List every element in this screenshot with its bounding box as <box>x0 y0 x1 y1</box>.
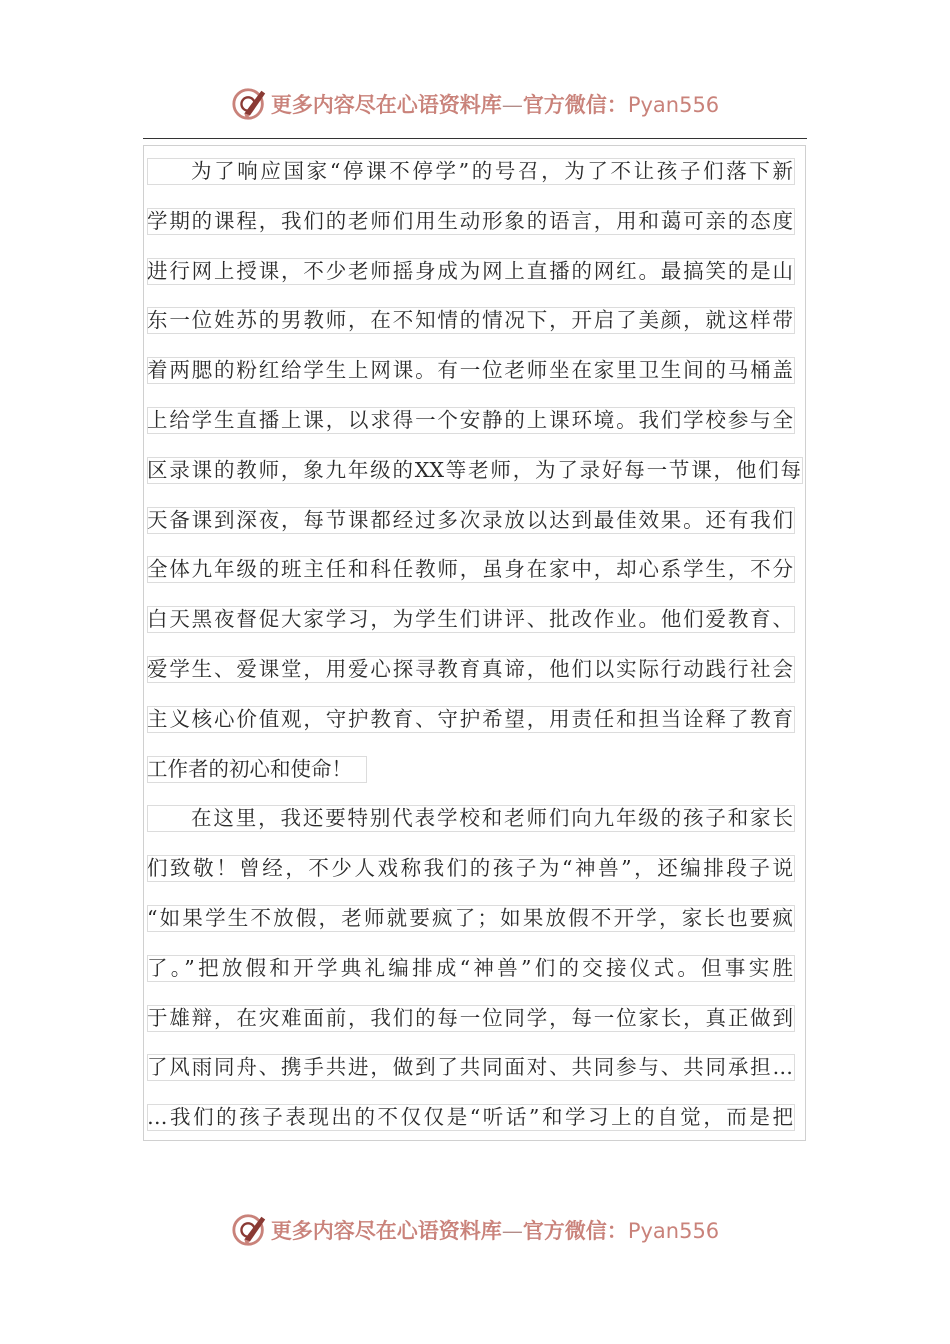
paragraph-2-line: 了。”把放假和开学典礼编排成“神兽”们的交接仪式。但事实胜 <box>147 955 793 980</box>
text-line <box>147 349 807 399</box>
text-line <box>147 947 807 997</box>
text-line <box>147 499 807 549</box>
paragraph-1-line: 为了响应国家“停课不停学”的号召，为了不让孩子们落下新 <box>191 159 793 183</box>
header-banner <box>0 84 950 124</box>
footer-banner-text <box>271 1215 719 1245</box>
paragraph-2-line: “如果学生不放假，老师就要疯了；如果放假不开学，家长也要疯 <box>147 905 793 930</box>
footer-banner-dash: — <box>501 1219 523 1243</box>
text-line <box>147 847 807 897</box>
paragraph-2-line: …我们的孩子表现出的不仅仅是“听话”和学习上的自觉，而是把 <box>147 1105 793 1130</box>
text-line <box>147 449 807 499</box>
paragraph-1-line: 区录课的教师，象九年级的XX等老师，为了录好每一节课，他们每 <box>147 457 801 482</box>
paragraph-1-line: 白天黑夜督促大家学习，为学生们讲评、批改作业。他们爱教育、 <box>147 607 793 632</box>
text-line <box>147 200 807 250</box>
paragraph-1-line: 学期的课程，我们的老师们用生动形象的语言，用和蔼可亲的态度 <box>147 208 793 233</box>
header-banner-text <box>271 89 719 119</box>
text-line <box>147 548 807 598</box>
header-banner-contact: 官方微信： <box>522 92 628 117</box>
text-line <box>147 797 807 847</box>
text-line <box>147 698 807 748</box>
text-line <box>147 748 807 798</box>
paragraph-1-line: 爱学生、爱课堂，用爱心探寻教育真谛，他们以实际行动践行社会 <box>147 656 793 681</box>
document-body <box>147 150 807 1146</box>
header-banner-id: Pyan556 <box>627 93 720 117</box>
text-line <box>147 598 807 648</box>
text-line <box>147 997 807 1047</box>
quill-logo-icon <box>231 85 269 123</box>
footer-banner-id: Pyan556 <box>627 1219 720 1243</box>
paragraph-1-line: 上给学生直播上课，以求得一个安静的上课环境。我们学校参与全 <box>147 407 793 432</box>
paragraph-2-line: 于雄辩，在灾难面前，我们的每一位同学，每一位家长，真正做到 <box>147 1005 793 1030</box>
paragraph-1-line: 全体九年级的班主任和科任教师，虽身在家中，却心系学生，不分 <box>147 557 793 582</box>
text-line <box>147 299 807 349</box>
text-line <box>147 150 807 200</box>
paragraph-2-line: 们致敬！曾经，不少人戏称我们的孩子为“神兽”，还编排段子说 <box>147 856 793 881</box>
paragraph-1-line: 着两腮的粉红给学生上网课。有一位老师坐在家里卫生间的马桶盖 <box>147 358 793 383</box>
text-line <box>147 1096 807 1146</box>
text-line <box>147 399 807 449</box>
paragraph-1-line: 天备课到深夜，每节课都经过多次录放以达到最佳效果。还有我们 <box>147 507 793 532</box>
footer-banner <box>0 1210 950 1250</box>
footer-banner-main: 更多内容尽在心语资料库 <box>270 1218 502 1243</box>
quill-logo-icon <box>231 1211 269 1249</box>
paragraph-2-line: 在这里，我还要特别代表学校和老师们向九年级的孩子和家长 <box>191 806 793 831</box>
paragraph-2-line: 了风雨同舟、携手共进，做到了共同面对、共同参与、共同承担… <box>147 1055 793 1080</box>
paragraph-1-last-line: 工作者的初心和使命！ <box>147 756 352 781</box>
footer-banner-contact: 官方微信： <box>522 1218 628 1243</box>
paragraph-1-line: 主义核心价值观，守护教育、守护希望，用责任和担当诠释了教育 <box>147 706 793 731</box>
paragraph-1-line: 进行网上授课，不少老师摇身成为网上直播的网红。最搞笑的是山 <box>147 258 793 283</box>
text-line <box>147 648 807 698</box>
text-line <box>147 250 807 300</box>
paragraph-1-line: 东一位姓苏的男教师，在不知情的情况下，开启了美颜，就这样带 <box>147 308 793 333</box>
text-line <box>147 1046 807 1096</box>
header-divider <box>143 138 807 139</box>
header-banner-main: 更多内容尽在心语资料库 <box>270 92 502 117</box>
header-banner-dash: — <box>501 93 523 117</box>
text-line <box>147 897 807 947</box>
